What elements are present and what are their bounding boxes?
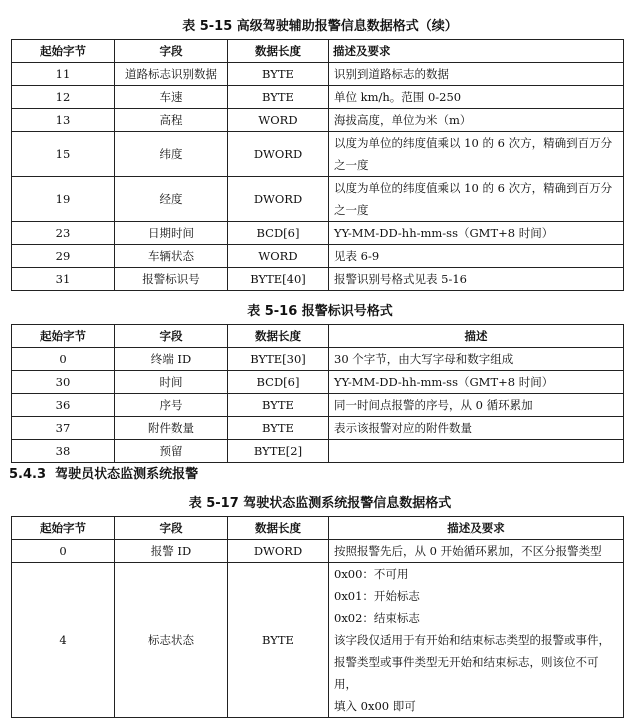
header-description: 描述及要求 [329, 517, 624, 540]
section-heading [9, 466, 198, 484]
table-row [12, 109, 624, 132]
description-cell [329, 440, 624, 463]
description-line: 表示该报警对应的附件数量 [334, 421, 472, 435]
header-field: 字段 [115, 40, 228, 63]
description-line: 按照报警先后，从 0 开始循环累加，不区分报警类型 [334, 544, 602, 558]
table2-caption: 表 5-16 报警标识号格式 [247, 304, 393, 319]
header-start-byte: 起始字节 [12, 40, 115, 63]
start-byte-cell: 0 [12, 540, 115, 563]
start-byte-cell: 29 [12, 245, 115, 268]
field-cell: 终端 ID [115, 348, 228, 371]
field-cell: 报警标识号 [115, 268, 228, 291]
start-byte-cell: 0 [12, 348, 115, 371]
length-cell: BYTE[30] [228, 348, 329, 371]
description-cell [329, 222, 624, 245]
length-cell: DWORD [228, 540, 329, 563]
start-byte-cell: 38 [12, 440, 115, 463]
table-row [12, 371, 624, 394]
field-cell: 高程 [115, 109, 228, 132]
length-cell: BCD[6] [228, 222, 329, 245]
description-cell [329, 63, 624, 86]
length-cell: DWORD [228, 177, 329, 222]
description-cell [329, 268, 624, 291]
description-line: 0x01：开始标志 [334, 589, 420, 603]
description-cell [329, 109, 624, 132]
description-cell [329, 245, 624, 268]
start-byte-cell: 11 [12, 63, 115, 86]
description-cell [329, 394, 624, 417]
header-start-byte: 起始字节 [12, 325, 115, 348]
description-line: 报警识别号格式见表 5-16 [334, 272, 467, 286]
table1-body [12, 63, 624, 291]
length-cell: BYTE [228, 417, 329, 440]
start-byte-cell: 12 [12, 86, 115, 109]
field-cell: 车速 [115, 86, 228, 109]
description-cell [329, 132, 624, 177]
header-field: 字段 [115, 325, 228, 348]
start-byte-cell: 15 [12, 132, 115, 177]
field-cell: 报警 ID [115, 540, 228, 563]
field-cell: 时间 [115, 371, 228, 394]
length-cell: BYTE [228, 394, 329, 417]
length-cell: BYTE [228, 86, 329, 109]
description-line: 识别到道路标志的数据 [334, 67, 449, 81]
table3-body [12, 540, 624, 718]
table-row [12, 440, 624, 463]
table-row [12, 245, 624, 268]
table3 [11, 516, 624, 718]
header-start-byte: 起始字节 [12, 517, 115, 540]
table-row [12, 177, 624, 222]
table-row [12, 348, 624, 371]
length-cell: BYTE[2] [228, 440, 329, 463]
field-cell: 经度 [115, 177, 228, 222]
length-cell: BCD[6] [228, 371, 329, 394]
description-line: 以度为单位的纬度值乘以 10 的 6 次方，精确到百万分 [334, 181, 613, 195]
table-row [12, 222, 624, 245]
description-line: 见表 6-9 [334, 249, 380, 263]
description-cell [329, 348, 624, 371]
description-line: 报警类型或事件类型无开始和结束标志，则该位不可用， [334, 655, 599, 691]
description-line: 单位 km/h。范围 0-250 [334, 90, 462, 104]
table1 [11, 39, 624, 291]
length-cell: BYTE [228, 563, 329, 718]
description-cell [329, 177, 624, 222]
table2 [11, 324, 624, 463]
description-cell [329, 86, 624, 109]
header-length: 数据长度 [228, 325, 329, 348]
description-line: 之一度 [334, 203, 369, 217]
description-line: 海拔高度，单位为米（m） [334, 113, 472, 127]
table-row [12, 394, 624, 417]
start-byte-cell: 30 [12, 371, 115, 394]
description-cell [329, 417, 624, 440]
description-line: 之一度 [334, 158, 369, 172]
start-byte-cell: 4 [12, 563, 115, 718]
header-field: 字段 [115, 517, 228, 540]
table3-caption: 表 5-17 驾驶状态监测系统报警信息数据格式 [188, 496, 452, 511]
table2-header-row [12, 325, 624, 348]
description-cell [329, 540, 624, 563]
table1-caption: 表 5-15 高级驾驶辅助报警信息数据格式（续） [182, 19, 458, 34]
field-cell: 车辆状态 [115, 245, 228, 268]
table1-header-row [12, 40, 624, 63]
description-cell [329, 563, 624, 718]
description-cell [329, 371, 624, 394]
length-cell: WORD [228, 109, 329, 132]
section-number: 5.4.3 [9, 467, 47, 482]
field-cell: 日期时间 [115, 222, 228, 245]
table-row [12, 417, 624, 440]
start-byte-cell: 36 [12, 394, 115, 417]
section-title: 驾驶员状态监测系统报警 [55, 467, 199, 482]
field-cell: 附件数量 [115, 417, 228, 440]
description-line: 0x02：结束标志 [334, 611, 420, 625]
length-cell: DWORD [228, 132, 329, 177]
field-cell: 标志状态 [115, 563, 228, 718]
header-description: 描述及要求 [329, 40, 624, 63]
table-row [12, 563, 624, 718]
start-byte-cell: 37 [12, 417, 115, 440]
table-row [12, 132, 624, 177]
table-row [12, 540, 624, 563]
description-line: YY-MM-DD-hh-mm-ss（GMT+8 时间） [334, 375, 554, 389]
description-line: 该字段仅适用于有开始和结束标志类型的报警或事件， [334, 633, 610, 647]
table-row [12, 268, 624, 291]
field-cell: 道路标志识别数据 [115, 63, 228, 86]
field-cell: 预留 [115, 440, 228, 463]
description-line: 同一时间点报警的序号，从 0 循环累加 [334, 398, 533, 412]
description-line: YY-MM-DD-hh-mm-ss（GMT+8 时间） [334, 226, 554, 240]
field-cell: 序号 [115, 394, 228, 417]
header-length: 数据长度 [228, 517, 329, 540]
description-line [334, 440, 619, 462]
length-cell: BYTE [228, 63, 329, 86]
start-byte-cell: 31 [12, 268, 115, 291]
length-cell: WORD [228, 245, 329, 268]
header-length: 数据长度 [228, 40, 329, 63]
description-line: 0x00：不可用 [334, 567, 409, 581]
table-row [12, 63, 624, 86]
table2-body [12, 348, 624, 463]
table3-header-row [12, 517, 624, 540]
description-line: 填入 0x00 即可 [334, 699, 416, 713]
field-cell: 纬度 [115, 132, 228, 177]
description-line: 30 个字节，由大写字母和数字组成 [334, 352, 514, 366]
description-line: 以度为单位的纬度值乘以 10 的 6 次方，精确到百万分 [334, 136, 613, 150]
length-cell: BYTE[40] [228, 268, 329, 291]
start-byte-cell: 13 [12, 109, 115, 132]
start-byte-cell: 23 [12, 222, 115, 245]
header-description: 描述 [329, 325, 624, 348]
table-row [12, 86, 624, 109]
start-byte-cell: 19 [12, 177, 115, 222]
